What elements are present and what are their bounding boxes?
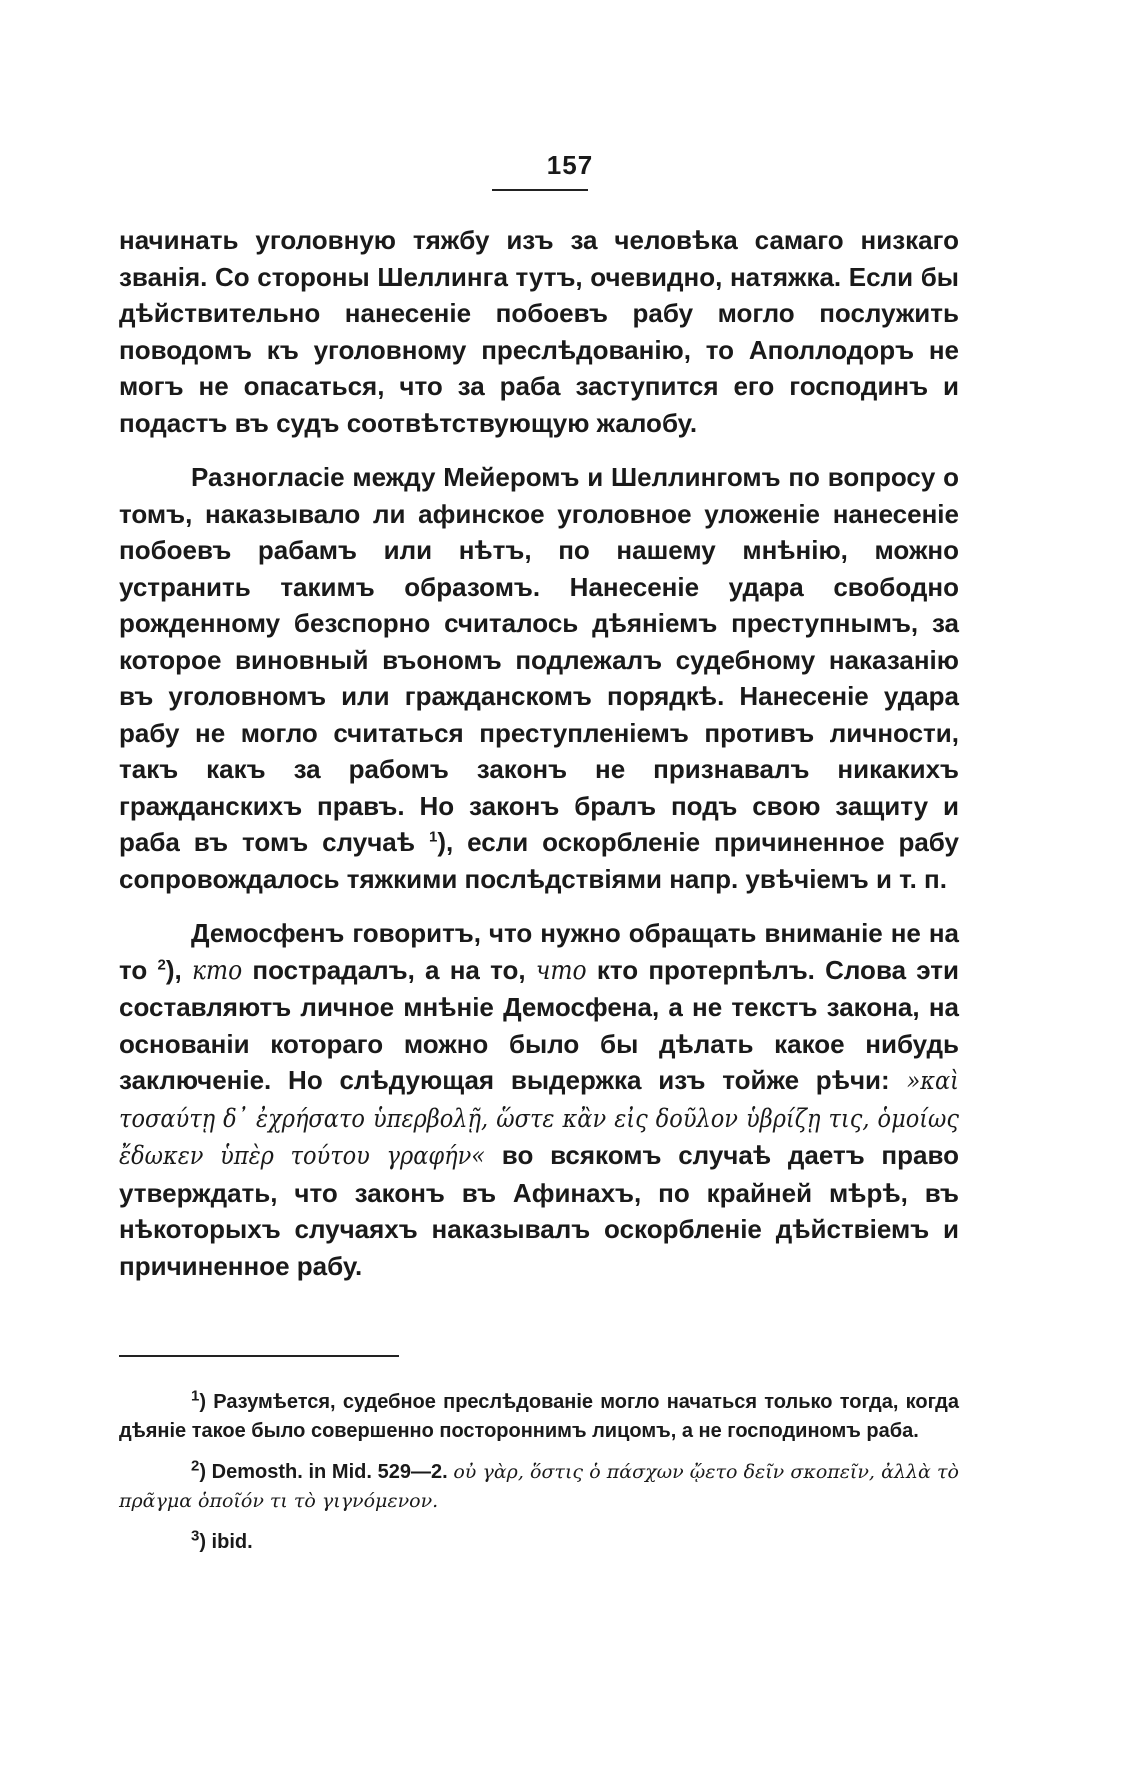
footnote-separator: [119, 1355, 399, 1357]
paragraph-1: [119, 222, 959, 441]
footnote-ref-1: 1: [428, 828, 438, 846]
paragraph-3-part-4: кто протерпѣлъ. Слова эти составляютъ личное мнѣніе Демосфена, а не текстъ закона, на основаніи котораго можно было бы дѣлать какое нибудь заключеніе. Но слѣдующая выдержка изъ тойже рѣчи:: [119, 954, 959, 1095]
page-number: 157: [546, 150, 594, 180]
footnote-ref-2: 2: [157, 955, 166, 973]
paragraph-2-part-2: ), если оскорбленіе причиненное рабу сопровождалось тяжкими послѣдствіями напр. увѣчіемъ и т. п.: [119, 827, 959, 894]
paragraph-2: [119, 459, 959, 897]
footnote-2-text: ) Demosth. in Mid. 529—2.: [199, 1461, 448, 1483]
footnote-3-mark: 3: [191, 1527, 200, 1545]
paragraph-3-italic-kto: кто: [191, 955, 243, 986]
footnotes: [119, 1388, 959, 1557]
paragraph-3-part-1: Демосфенъ говоритъ, что нужно обращать вниманіе не на то: [119, 918, 959, 985]
page-number-rule: [492, 189, 588, 191]
greek-quotation: »καὶ τοσαύτῃ δ᾿ ἐχρήσατο ὑπερβολῇ, ὥστε κἂν εἰς δοῦλον ὑβρίζῃ τις, ὁμοίως ἔδωκεν ὑπὲρ τούτου γραφήν«: [119, 1066, 959, 1170]
paragraph-3: [119, 915, 959, 1284]
footnote-3-text: ) ibid.: [199, 1531, 253, 1553]
footnote-2-mark: 2: [191, 1457, 200, 1475]
footnote-2-greek: οὐ γὰρ, ὅστις ὁ πάσχων ᾤετο δεῖν σκοπεῖν, ἀλλὰ τὸ πρᾶγμα ὁποῖόν τι τὸ γιγνόμενον.: [119, 1461, 959, 1512]
paragraph-3-part-3: пострадалъ, а на то,: [252, 954, 526, 985]
footnote-3: [119, 1528, 959, 1557]
paragraph-3-part-5: во всякомъ случаѣ даетъ право утверждать, что законъ въ Афинахъ, по крайней мѣрѣ, въ нѣкоторыхъ случаяхъ наказывалъ оскорбленіе дѣйствіемъ и причиненное рабу.: [119, 1140, 959, 1281]
paragraph-3-part-2: ),: [165, 954, 182, 985]
footnote-1-text: ) Разумѣется, судебное преслѣдованіе могло начаться только тогда, когда дѣяніе такое было совершенно постороннимъ лицомъ, а не господиномъ раба.: [119, 1391, 959, 1442]
paragraph-3-italic-chto: что: [535, 955, 587, 986]
paragraph-1-text: начинать уголовную тяжбу изъ за человѣка самаго низкаго званія. Со стороны Шеллинга тутъ, очевидно, натяжка. Если бы дѣйствительно нанесеніе побоевъ рабу могло послужить поводомъ къ уголовному преслѣдованію, то Аполлодоръ не могъ не опасаться, что за раба заступится его господинъ и подастъ въ судъ соотвѣтствующую жалобу.: [119, 225, 959, 438]
footnote-1: [119, 1388, 959, 1446]
footnote-1-mark: 1: [191, 1387, 200, 1405]
footnote-2: [119, 1458, 959, 1516]
main-text: [119, 222, 959, 1284]
paragraph-2-part-1: Разногласіе между Мейеромъ и Шеллингомъ по вопросу о томъ, наказывало ли афинское уголовное уложеніе нанесеніе побоевъ рабамъ или нѣтъ, по нашему мнѣнію, можно устранить такимъ образомъ. Нанесеніе удара свободно рожденному безспорно считалось дѣяніемъ преступнымъ, за которое виновный въономъ подлежалъ судебному наказанію въ уголовномъ или гражданскомъ порядкѣ. Нанесеніе удара рабу не могло считаться преступленіемъ противъ личности, такъ какъ за рабомъ законъ не признавалъ никакихъ гражданскихъ правъ. Но законъ бралъ подъ свою защиту и раба въ томъ случаѣ: [119, 462, 959, 857]
